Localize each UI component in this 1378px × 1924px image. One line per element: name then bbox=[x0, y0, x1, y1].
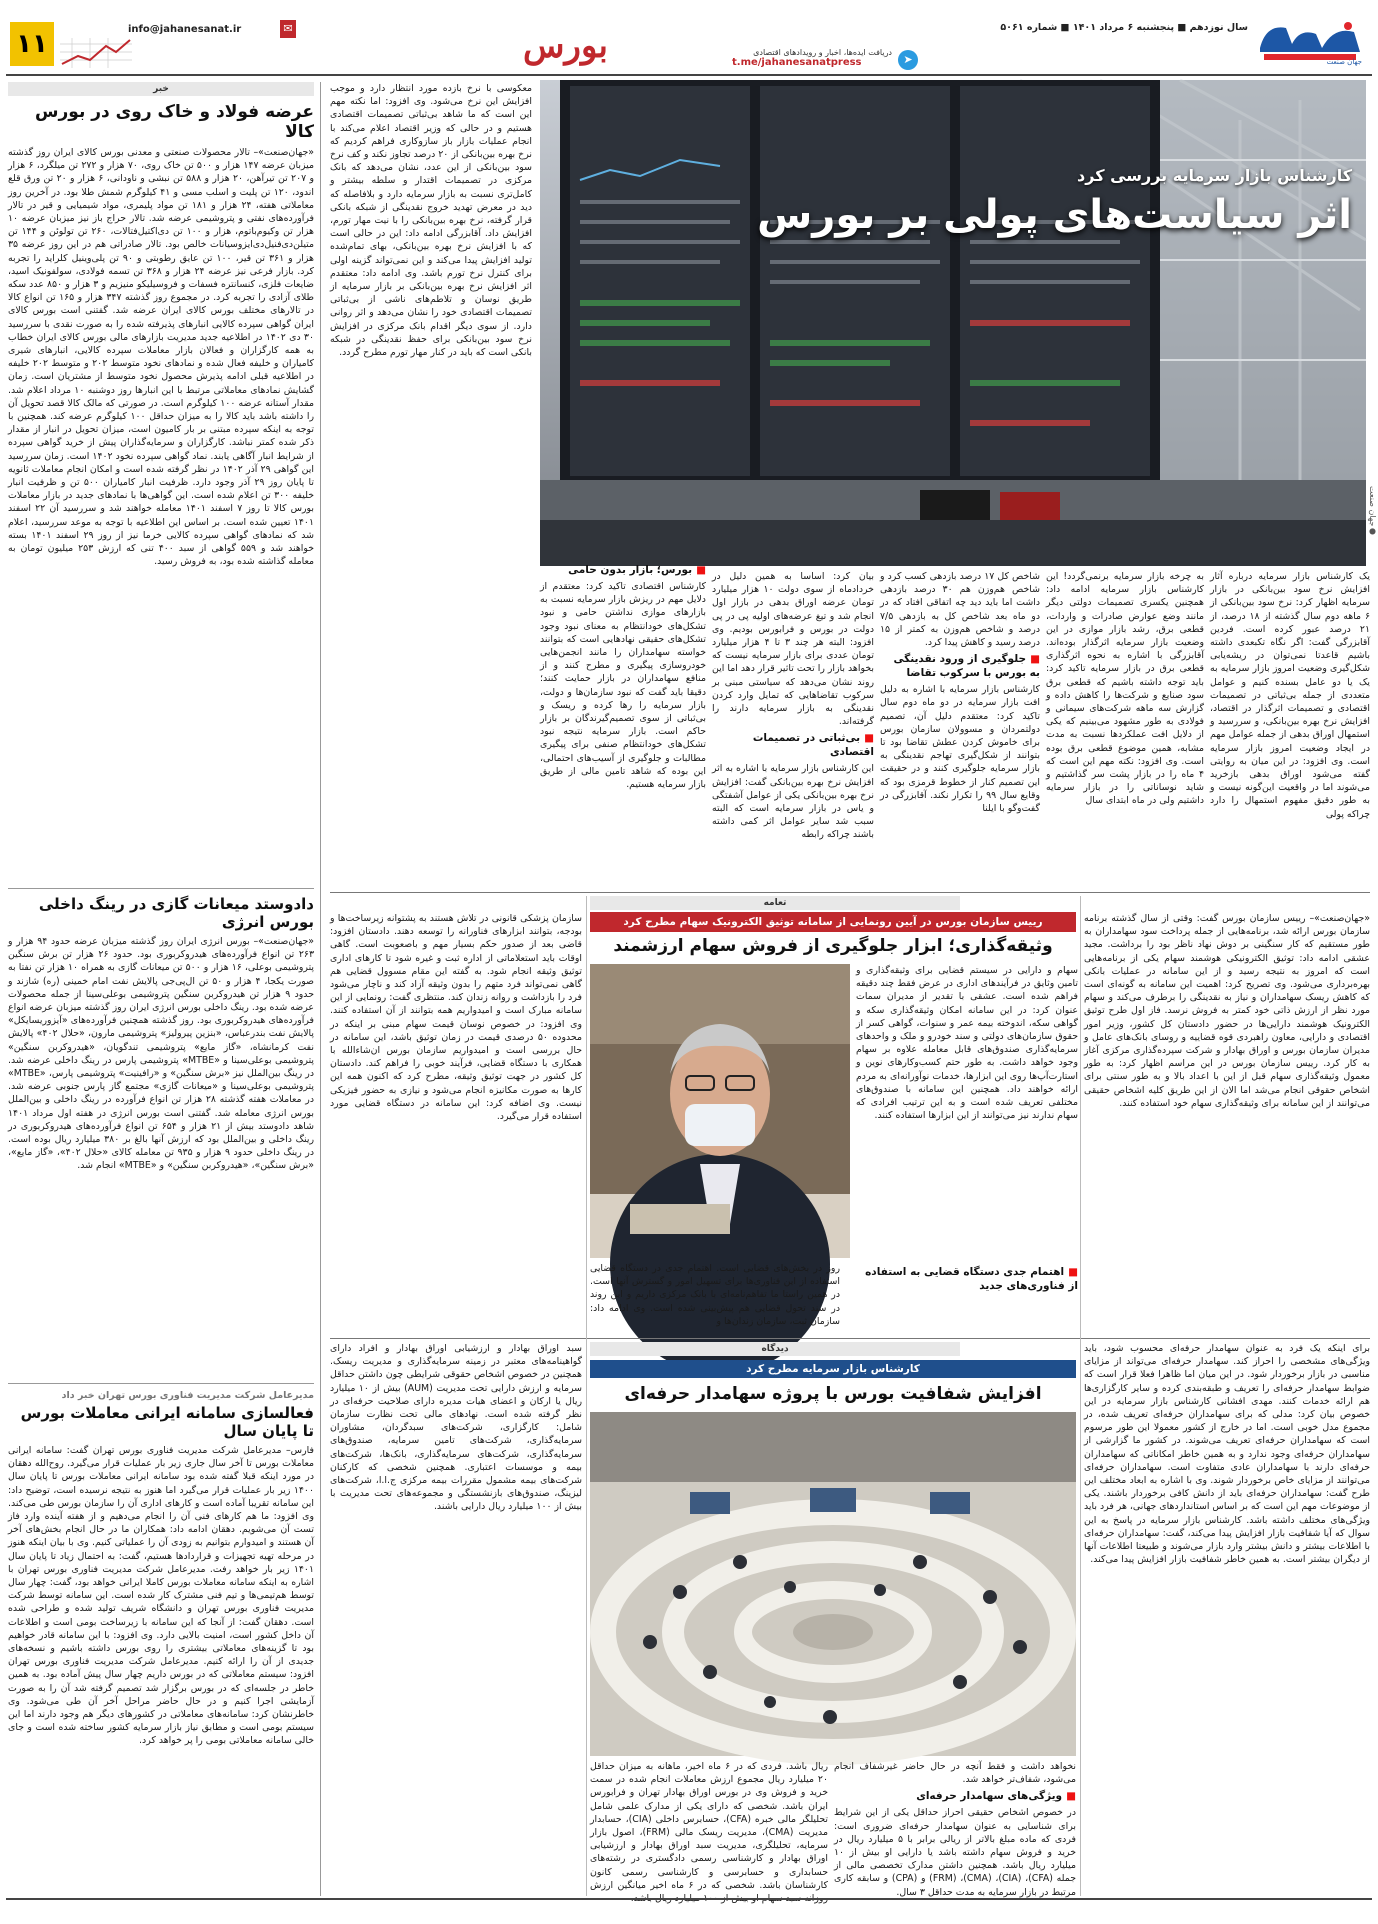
bullet-icon: ■ bbox=[696, 564, 706, 576]
issue-line: سال نوزدهم ■ پنجشنبه ۶ مرداد ۱۴۰۱ ■ شماره ۵۰۶۱ bbox=[1000, 22, 1248, 33]
lead-kicker: کارشناس بازار سرمایه بررسی کرد bbox=[1077, 166, 1352, 185]
lead-col3: شاخص کل ۱۷ درصد بازدهی کسب کرد و شاخص هم‌وزن هم ۳۰ درصد بازدهی داشت اما باید دید چه اتفاقی افتاد که در دو ماه بعد شاخص کل به بازدهی ۷/۵ درصد و شاخص هم‌وزن به کمتر از ۱۵ درصد رسید و کاهش پیدا کرد. bbox=[880, 571, 1041, 649]
news3-tag: مدیرعامل شرکت مدیریت فناوری بورس تهران خبر داد bbox=[61, 1390, 314, 1401]
portrait-illustration bbox=[590, 964, 850, 1258]
story3-col3: ریال باشد. فردی که در ۶ ماه اخیر، ماهانه به میزان حداقل ۲۰ میلیارد ریال مجموع ارزش معاملات انجام شده در سمت خرید و فروش وی در بورس اوراق بهادار تهران و فرابورس ایران باشد. شخصی که دارای یکی از مدارک علمی شامل تحلیلگر مالی خبره (CFA)، حسابرس داخلی (CIA)، حسابدار مدیریت (CMA)، مدیریت ریسک مالی (FRM)، اصول بازار سرمایه، تحلیلگری، مدیریت سبد اوراق بهادار و ارزشیابی اوراق بهادار و کارشناسی رسمی دادگستری در رشته‌های حسابداری و حسابرسی و کارشناسی رسمی کانون کارشناسان باشد. شخصی که در ۶ ماه اخیر میانگین ارزش bbox=[590, 1761, 829, 1891]
lead-col5-bottom bbox=[330, 560, 532, 888]
bullet-icon: ■ bbox=[864, 732, 874, 745]
story3-title: افزایش شفافیت بورس با پروژه سهامدار حرفه‌ای bbox=[624, 1384, 1042, 1404]
divider bbox=[8, 1383, 314, 1384]
header-rule bbox=[6, 74, 1372, 76]
story2-tag: تعامه bbox=[590, 896, 960, 910]
story3-sub1 bbox=[834, 1789, 1076, 1803]
lead-col5b: کارشناس اقتصادی تاکید کرد: معتقدم از دلایل مهم در ریزش بازار سرمایه نسبت به بازارهای موازی نداشتن حامی و نبود تشکل‌های خودانتظام به معنای نبود وجود تشکل‌های حقیقی نهادهایی است که بتوانند خواسته سهامداران را مانند انجمن‌هایی خودروسازی پیگیری و مطرح کنند و از منافع سهامداران در بازار حمایت کنند؛ دقیقا باید گفت که نبود سازمان‌ها و دولت، بازار سرمایه را رها کرده و ریسک و بی‌ثباتی از سوی تصمیم‌گیرندگان بر بازار حاکم است. بازار سرمایه نتیجه نبود تشکل‌های خودانتظام صنفی برای پیگیری مطالبات و جلوگیری از آسیب‌های احتمالی، این بوده که شاهد تامین مالی از طریق بازار سرمایه هستیم. bbox=[540, 581, 706, 791]
lead-col2: به چرخه بازار سرمایه برنمی‌گردد! این کارشناس بازار سرمایه ادامه داد: همچنین یکسری تصمیمات دولتی دیگر مانند وضع عوارض صادرات و واردات، قطعی برق، رشد بازار موازی در این وضعیت بازار سرمایه اثرگذار بوده‌اند. آقابزرگی با اشاره به نحوه اثرگذاری قطعی برق در بازار سرمایه تاکید کرد: باید توجه داشته باشیم که قطعی برق سود صنایع و شرکت‌ها را کاهش داده و گزارش سه ماهه شرکت‌های سیمانی و فولادی به طور مشهود می‌بینیم که یکی از دلایل افت عملکردها نسبت به مدت مشابه، همین موضوع قطعی برق بوده است. وی افزود: نکته مهم این است که ۴ ماه را در بازار پشت سر گذاشتیم و شاید نوساناتی را در بازار سرمایه داشتیم ولی در ماه ابتدای سال bbox=[1046, 571, 1204, 807]
divider bbox=[330, 1338, 1370, 1339]
bullet-icon: ■ bbox=[1066, 1790, 1076, 1803]
bullet-icon: ■ bbox=[1068, 1266, 1078, 1278]
story3-photo bbox=[590, 1412, 1076, 1756]
news3-title: فعالسازی سامانه ایرانی معاملات بورس تا پایان سال bbox=[20, 1404, 314, 1440]
story2-photo bbox=[590, 964, 850, 1258]
email[interactable]: info@jahanesanat.ir bbox=[128, 24, 242, 35]
column-rule bbox=[1080, 896, 1081, 1896]
bullet-icon: ■ bbox=[1030, 653, 1040, 666]
news1-title: عرضه فولاد و خاک روی در بورس کالا bbox=[35, 102, 314, 142]
stock-board-illustration bbox=[540, 80, 1366, 566]
news3-body: فارس– مدیرعامل شرکت مدیریت فناوری بورس تهران گفت: سامانه ایرانی معاملات بورس تا آخر سال جاری زیر بار عملیات قرار می‌گیرد. روح‌الله دهقان در مورد اینکه قبلا گفته شده بود سامانه ایرانی معاملات بورس تا پایان سال ۱۴۰۰ زیر بار عملیات قرار می‌گیرد اما هنوز به نتیجه نرسیده است، توضیح داد: این سامانه تقریبا آماده است و کارهای اداری آن را سازمان بورس طی می‌کند. وی افزود: ما هم کارهای فنی آن را انجام می‌دهیم و از هفته آینده وارد فاز تست آن می‌شویم. دهقان ادامه داد: همکاران ما در حال انجام بخش‌های آخر آن هستند و امیدوارم بتوانیم به زودی آن را عملیاتی کنیم. وی با بیان اینکه هنوز در مرحله تهیه تجهیزات و قراردادها هستیم، گفت: به احتمال زیاد تا پایان سال ۱۴۰۱ زیر بار خواهد رفت. مدیرعامل شرکت مدیریت فناوری بورس تهران با اشاره به اینکه سامانه معاملات بورس کاملا ایرانی خواهد بود، گفت: چهار سال توسط هم‌تیمی‌ها و تیم فنی مشترک کار شده است. این سامانه توسط شرکت مدیریت فناوری بورس تهران و دانشگاه شریف تولید شده و طراحی شده است. دهقان گفت: از آنجا که این سامانه با زیرساخت بومی است و اطلاعات آن داخل کشور است، امنیت بالایی دارد. وی افزود: با این سامانه قادر خواهیم بود تا گزینه‌های معاملاتی بیشتری را روی بورس داشته باشیم و نسخه‌های جدیدی از آن را ارائه کنیم. مدیرعامل شرکت مدیریت فناوری بورس تهران افزود: سیستم معاملاتی که در بورس داریم چهار سال پیش آماده بود. به همین خاطر در جلسه‌ای که در بورس برگزار شد تصمیم گرفته شد آن را به صورت آزمایشی اجرا کنیم و در حال حاضر مراحل آخر آن طی می‌شود. وی خاطرنشان کرد: سامانه‌های معاملاتی در کشورهای دیگر هم وجود دارند اما این سیستم بومی است و مطابق نیاز بازار سرمایه کشور ساخته شده است و جای خالی سامانه معاملاتی بومی را پر خواهد کرد. bbox=[8, 1445, 314, 1747]
footer-rule bbox=[6, 1898, 1372, 1900]
story2-sub1 bbox=[858, 1265, 1078, 1293]
chart-icon bbox=[60, 38, 132, 68]
section-title: بورس bbox=[523, 26, 608, 66]
masthead bbox=[0, 14, 1378, 72]
story3-kicker: کارشناس بازار سرمایه مطرح کرد bbox=[590, 1360, 1076, 1378]
lead-col4-wrap bbox=[712, 570, 874, 888]
lead-col2-wrap bbox=[1046, 570, 1204, 888]
page-number: ۱۱ bbox=[10, 22, 54, 66]
telegram-icon: ➤ bbox=[898, 50, 918, 70]
lead-photo bbox=[540, 80, 1366, 566]
lead-sub2 bbox=[712, 731, 874, 759]
lead-col4b: این کارشناس بازار سرمایه با اشاره به اثر افزایش نرخ بهره بین‌بانکی گفت: افزایش نرخ بهره بین‌بانکی یکی از عوامل آشفتگی و یاس در بازار سرمایه است که البته سبب شد سایر عوامل اثر کمی داشته باشند چراکه رابطه bbox=[712, 763, 874, 841]
photo-credit: ●جهان صنعت bbox=[1368, 486, 1377, 536]
story2-title: وثیقه‌گذاری؛ ابزار جلوگیری از فروش سهام ارزشمند bbox=[613, 936, 1053, 956]
story2-col2: سهام و دارایی در سیستم قضایی برای وثیقه‌گذاری و تامین وثایق در فرآیندهای اداری در عرض فقط چند دقیقه فراهم شده است. عشقی با تقدیر از مدیران سمات عنوان کرد: در این سامانه امکان وثیقه‌گذاری سکه و گواهی سکه، اندوخته بیمه عمر و سنوات، گواهی کسر از حقوق سازمان‌های دولتی و سند خودرو و ملک و واحدهای سرمایه‌گذاری صندوق‌های قابل معامله علاوه بر سهام وجود خواهد داشت. به طور حتم کسب‌وکارهای نوین و استارت‌آپ‌ها روی این ابزارها، خدمات نوآورانه‌ای به مردم ارائه خواهند داد. همچنین این سامانه با صندوق‌های مختلفی تعریف شده است و به این ترتیب افرادی که سهام ندارند نیز می‌توانند از این ابزارها استفاده کنند. bbox=[856, 965, 1078, 1122]
column-rule bbox=[586, 896, 587, 1896]
lead-sub3-text: بورس؛ بازار بدون حامی bbox=[568, 564, 693, 576]
story2-sub1-text: اهتمام جدی دستگاه قضایی به استفاده از فناوری‌های جدید bbox=[865, 1266, 1078, 1292]
lead-sub2-text: بی‌ثباتی در تصمیمات اقتصادی bbox=[752, 732, 874, 759]
story3-col4: سبد اوراق بهادار و ارزشیابی اوراق بهادار و افراد دارای گواهینامه‌های معتبر در زمینه سرمایه‌گذاری و مدیریت ریسک. همچنین در خصوص اشخاص حقوقی شرایطی چون داشتن حداقل سرمایه و ارزش دارایی تحت مدیریت (AUM) بیش از ۱۰ میلیارد ریال یا ارکان و اعضای هیات مدیره دارای صلاحیت حرفه‌ای در نظر گرفته شده است. نهادهای مالی تحت نظارت سازمان شامل: کارگزاری، شرکت‌های سبدگردان، مشاوران سرمایه‌گذاری، شرکت‌های تامین سرمایه، صندوق‌های سرمایه‌گذاری، شرکت‌های سرمایه‌گذاری، بانک‌ها، شرکت‌های بیمه و موسسات اعتباری. همچنین شخصی که کارکنان شرکت‌های بیمه مشمول مقررات بیمه مرکزی ج.ا.ا، شرکت‌های لیزینگ، صندوق‌های بازنشستگی و مجموعه‌های تحت مدیریت با بیش از ۱۰۰ میلیارد ریال دارایی باشند. bbox=[330, 1343, 582, 1513]
story3-tag: دیدگاه bbox=[590, 1342, 960, 1356]
column-rule bbox=[320, 82, 321, 1896]
divider bbox=[8, 888, 314, 889]
trading-hall-illustration bbox=[590, 1412, 1076, 1756]
news1-body: «جهان‌صنعت»– تالار محصولات صنعتی و معدنی بورس کالای ایران روز گذشته میزبان عرضه ۱۴۷ هزار و ۵۰۰ تن خاک روی، ۷۰ هزار و ۲۷۲ تن میلگرد، ۶ هزار و ۲۰۷ تن تیرآهن، ۲۰ هزار و ۵۸۸ تن نبشی و ناودانی، ۶ هزار و ۲۰ تن ورق قلع اندود، ۱۲۰ تن پلیت و اسلب مسی و ۴۱ کیلوگرم شمش طلا بود. در آخرین روز معاملاتی هفته، ۲۴ هزار و ۱۸۱ تن مواد پلیمری، مواد شیمیایی و قیر در تالار فرآورده‌های نفتی و پتروشیمی عرضه شد. تالار حراج باز نیز میزبان عرضه ۱۰ هزار تن وکیوم‌باتوم، هزار و ۱۰۰ تن دی‌اکتیل‌فتالات، ۲۶۰ تن تولوئن و ۱۴۴ تن متیلن‌دی‌فنیل‌دی‌ایزوسیانات خالص بود. تالار صادراتی هم در این روز عرضه ۳۵ هزار و ۳۶۱ تن قیر، ۱۰۰ تن عایق رطوبتی و ۹۰ تن پلی‌وینیل کلراید را تجربه کرد. بازار فرعی نیز عرضه ۲۴ هزار و ۳۶۸ تن تسمه فولادی، سولفونیک اسید، ضایعات فلزی، کنسانتره فسفات و فروسیلیکو منیزیم و ۳ هزار و ۸۵۰ عدد سکه طلای آزادی را تجربه کرد. در مجموع روز گذشته ۳۴۷ هزار و ۱۶۵ تن انواع کالا در تالارهای مختلف بورس کالای ایران عرضه شد. گفتنی است بورس کالای ایران گواهی سپرده کالایی انبارهای پذیرفته شده را به صورت نقدی با سررسید ۳۰ دی ۱۴۰۲ در اطلاعیه جدید مدیریت بازارهای مالی بورس کالای ایران خطاب به همه کارگزاران و فعالان بازار معاملات سپرده کالایی، انبارهای شیری کامیاران و خلیفه فعال شده و نمادهای نخود متوسط ۲۰۲ و متوسط ۲۰۲ خلیفه در اطلاعیه قبلی ادامه پذیرش محصول نخود متوسط از مشتریان است. زمان گشایش نمادهای معاملاتی مرتبط با این انبارها روز دوشنبه ۱۰ مرداد اعلام شد. مقدار آستانه عرضه ۱۰۰ کیلوگرم است. در صورتی که مالک کالا قصد تحویل آن را داشته باشد باید کالا را به میزان حداقل ۱۰۰ کیلوگرم عرضه کند. همچنین با توجه به اینکه سپرده مبتنی بر بار کامیون است، میزان تحویل در انبار از مقدار ذکر شده کمتر نباشد. کارگزاران و سرمایه‌گذاران پیش از خرید گواهی سپرده از شرایط انبار آگاهی یابند. نماد گواهی سپرده نخود ۱۴۰۲ است. زمان سررسید این گواهی ۲۹ آذر ۱۴۰۲ در نظر گرفته شده است و امکان انجام معاملات ثانویه تا پایان روز ۲۹ آذر وجود دارد. ظرفیت انبار کامیاران ۵۰۰ تن و ظرفیت انبار خلیفه ۳۰۰ تن اعلام شده است. این گواهی‌ها با نمادهای جدید در بازار معاملات بورس کالا تا روز ۷ اسفند ۱۴۰۱ معامله خواهند شد و سررسید آن ۲۲ اسفند ۱۴۰۱ تعیین شده است. بر اساس این اطلاعیه با توجه به موعد سررسید، اعلام شد که نمادهای گواهی سپرده کالایی خرما نیز از روز ۲۹ اسفند ۱۴۰۱ بسته خواهند شد و ۵۵۹ گواهی از سبد ۴۰۰ تنی که ارزش ۲۵۳ میلیون تومان به معامله گذاشته شده بود، به فروش رسید. bbox=[8, 147, 315, 568]
lead-col3b: کارشناس بازار سرمایه با اشاره به دلیل افت بازار سرمایه در دو ماه دوم سال تاکید کرد: معتقدم دلیل آن، تصمیم دولتمردان و مسوولان سازمان بورس برای خاموش کردن عطش تقاضا بود تا بتوانند از شکل‌گیری تهاجم نقدینگی به بازار سرمایه جلوگیری کنند و در حقیقت این تصمیم کنار از خطوط قرمزی بود که وقایع سال ۹۹ را تکرار نکند. آقابزرگی در گفت‌وگو با ایلنا bbox=[880, 684, 1041, 815]
lead-col5: معکوسی با نرخ بازده مورد انتظار دارد و موجب افزایش این نرخ می‌شود. وی افزود: اما نکته مهم این است که ما شاهد بی‌ثباتی تصمیمات اقتصادی هستیم و در حالی که وزیر اقتصاد اعلام می‌کند با انجام عملیات بازار باز سازوکاری فراهم کردیم که نرخ بهره بین‌بانکی از ۲۰ درصد تجاوز نکند و کف نرخ سود بین‌بانکی از این عدد، نشان می‌دهد که بانک مرکزی در تصمیمات اقتدار و سلطه بیشتر و کامل‌تری نسبت به بازار سرمایه دارد و بلافاصله که دید در معرض تهدید خروج نقدینگی از شبکه بانکی قرار گرفته، نرخ بهره بین‌بانکی را با نیت مهار تورم، افزایش داد. آقابزرگی ادامه داد: این در حالی است که با افزایش نرخ بهره بین‌بانکی، بهای تمام‌شده تولید افزایش پیدا می‌کند و این نمی‌تواند گزینه اولی برای کنترل نرخ تورم باشد. وی ادامه داد: معتقدم اثر افزایش نرخ بهره بین‌بانکی بر بازار سرمایه از طریق نوسان و تلاطم‌های ناشی از بی‌ثباتی تصمیمات اقتصادی خود را نشان می‌دهد و اثر روانی دارد. از سوی دیگر اقدام بانک مرکزی در افزایش نرخ سود بین‌بانکی برای حفظ نقدینگی در شبکه بانکی است که باید در کنار مهار تورم مطرح گردد. bbox=[330, 83, 532, 359]
story2-col1: «جهان‌صنعت»– رییس سازمان بورس گفت: وقتی از سال گذشته برنامه سازمان بورس ارائه شد، برنامه‌هایی از جمله پرداخت سود سهامداران به طور مستقیم که کار سنگینی بر دوش نهاد ناظر بود را برداشت. مجید عشقی ادامه داد: توثیق الکترونیکی هوشمند سهام یکی از برنامه‌هایی است که امروز به نتیجه رسید و از این سامانه در عملیات بانکی بهره‌برداری می‌شود. وی تصریح کرد: اهمیت این سامانه به گونه‌ای است که کاهش ریسک سهامداران و نیاز به نقدینگی را برطرف می‌کند و سهام مورد نظر از ارزش ذاتی خود کمتر به فروش نرسد. فاز اول طرح توثیق الکترونیک هوشمند دارایی‌ها در حضور دادستان کل کشور، وزیر امور اقتصادی و دارایی، معاون راهبردی قوه قضاییه و روسای بانک‌های عامل و مدیران سازمان بورس و اوراق بهادار و شرکت سپرده‌گذاری مرکزی آغاز به کار کرد. رییس سازمان بورس در این مراسم اظهار کرد: به طور معمول وثیقه‌گذاری سهام قبل از این با اعداد بالا و به طور سنتی برای اشخاص حقوقی انجام می‌شد اما الان از این طریق کلیه اشخاص حقیقی می‌توانند از این سامانه برای وثیقه‌گذاری سهام خود استفاده کنند. bbox=[1084, 913, 1370, 1109]
news-tag: خبر bbox=[8, 82, 314, 96]
email-icon: ✉ bbox=[280, 20, 296, 38]
telegram-box[interactable] bbox=[718, 48, 918, 72]
divider bbox=[330, 892, 1370, 893]
story2-kicker: رییس سازمان بورس در آیین رونمایی از سامانه توثیق الکترونیک سهام مطرح کرد bbox=[590, 912, 1076, 932]
lead-title: اثر سیاست‌های پولی بر بورس bbox=[757, 192, 1352, 238]
telegram-caption: دریافت ایده‌ها، اخبار و رویدادهای اقتصادی bbox=[753, 48, 892, 57]
lead-col4: بیان کرد: اساسا به همین دلیل در خردادماه از سوی دولت ۱۰ هزار میلیارد تومان عرضه اوراق بدهی در بازار اول انجام شد و تیغ عرضه‌های اولیه پی در پی دولت در بورس و فرابورس بودیم. وی افزود: البته هر چند ۳ تا ۴ هزار میلیارد تومان عددی برای بازار سرمایه نیست که بخواهد بازار را تحت تاثیر قرار دهد اما این روند نشان می‌دهد که سیاستی مبنی بر سرکوب تقاضاهایی که تمایل وارد کردن نقدینگی به بازار سرمایه دارند را گرفته‌اند. bbox=[712, 571, 874, 728]
brand-logo bbox=[1256, 18, 1364, 64]
story3-sub1-text: ویژگی‌های سهامدار حرفه‌ای bbox=[916, 1790, 1063, 1803]
news2-body: «جهان‌صنعت»– بورس انرژی ایران روز گذشته میزبان عرضه حدود ۹۴ هزار و ۲۶۳ تن انواع فرآورده‌های هیدروکربوری بود. حدود ۲۶ هزار تن برش سنگین پتروشیمی بوعلی، ۱۶ هزار و ۵۰۰ تن میعانات گازی به همراه ۱۰ هزار تن نفتا به صورت یکجا، ۴ هزار و ۵۰ تن ال‌پی‌جی پالایش نفت امام خمینی (ره) شازند و حدود ۹ هزار تن هیدروکربن سنگین پتروشیمی بوعلی‌سینا از جمله محصولات عرضه شده بود. رینگ داخلی بورس انرژی ایران روز گذشته میزبان عرضه انواع فرآورده‌های هیدروکربوری بود. روز گذشته همچنین فرآورده‌های «آیزوریسایکل» پالایش نفت بندرعباس، «بنزین پیرولیز» پتروشیمی مارون، «حلال ۴۰۲» پالایش نفت کرمانشاه، «گاز مایع» پتروشیمی تندگویان، «هیدروکربن سنگین» پتروشیمی بوعلی‌سینا و «MTBE» پتروشیمی پارس در رینگ داخلی عرضه شد. در رینگ بین‌الملل نیز «برش سنگین» و «رافینیت» پتروشیمی پارس، «MTBE» پتروشیمی بوعلی‌سینا و «میعانات گازی» مجتمع گاز پارس جنوبی عرضه شد. در معاملات هفته گذشته ۲۸ هزار تن انواع فرآورده در رینگ داخلی و بین‌الملل بورس انرژی معامله شد. گفتنی است بورس انرژی در هفته اول مرداد ۱۴۰۱ شاهد دادوستد بیش از ۲۱ هزار و ۶۵۴ تن انواع فرآورده‌های هیدروکربوری در رینگ داخلی و بین‌الملل بود که ارزش آنها بالغ بر ۳۸۰ میلیارد ریال بوده است. در رینگ داخلی حدود ۹ هزار و ۹۳۵ تن معامله کالای «حلال ۴۰۲»، «گاز مایع»، «برش سنگین»، «هیدروکربن سنگین» و «MTBE» انجام شد. bbox=[8, 936, 315, 1172]
story3-col2: نخواهد داشت و فقط آنچه در حال حاضر غیرشفاف انجام می‌شود، شفاف‌تر خواهد شد. bbox=[834, 1761, 1076, 1786]
lead-sub1 bbox=[880, 652, 1040, 680]
lead-col3-wrap bbox=[880, 570, 1040, 888]
brand-text: جهان صنعت bbox=[1326, 58, 1362, 66]
lead-col5b-wrap bbox=[540, 560, 706, 888]
story3-col2-wrap bbox=[834, 1760, 1076, 1896]
story2-col2b-wrap bbox=[590, 1262, 1078, 1332]
story3-col1: برای اینکه یک فرد به عنوان سهامدار حرفه‌ای محسوب شود، باید ویژگی‌های مشخصی را احراز کند. سهامدار حرفه‌ای می‌تواند از مزایای مناسبی در بازار برخوردار شود. در این میان اما ظاهرا فعلا قرار است که ضوابط سهامدار حرفه‌ای را تعریف و طبقه‌بندی کرده و سایر کارگزاری‌ها هم ارائه خدمات کنند. مهدی افشانی کارشناس بازار سرمایه در این خصوص بیان کرد: مدلی که برای سهامداران حرفه‌ای تعریف شده، در مجموع مدل خوبی است. اما در خارج از کشور معمولا این طور مرسوم است که سهامداران حرفه‌ای تعریف می‌شوند. در کشور ما گزارشی از سهامداران حرفه‌ای وجود ندارد و به همین خاطر امکاناتی که سهامداران حرفه‌ای دارند با سهامداران عادی متفاوت است. سهامداران حرفه‌ای می‌توانند از مزایای خاص برخوردار شوند. وی با اشاره به ابعاد مختلف این طرح گفت: سهامداران حرفه‌ای باید از دانش کافی برخوردار باشند. یکی از موضوعات مهم این است که بر اساس استانداردهای جهانی، هر فرد باید ویژگی‌های مختلف داشته باشد. کارشناس بازار سرمایه در پاسخ به این سوال که آیا شفافیت بازار افزایش پیدا می‌کند، گفت: سهامداران حرفه‌ای با اطلاعات بیشتر و دانش بیشتر وارد بازار می‌شوند و طبیعتا اطلاعات آنها از دیگران بیشتر است. به همین خاطر شفافیت بازار افزایش پیدا می‌کند. bbox=[1084, 1343, 1370, 1566]
news-column bbox=[8, 82, 314, 1896]
lead-col1: یک کارشناس بازار سرمایه درباره آثار افزایش نرخ سود بین‌بانکی در بازار سرمایه اظهار کرد: نرخ سود بین‌بانکی از ۶ ماهه دوم سال گذشته از ۱۸ درصد، از ۲۱ درصد عبور کرده است. فردین آقابزرگی گفت: اگر نگاه تکبعدی داشته باشیم قاعدتا نمی‌توان در ریشه‌یابی شکل‌گیری وضعیت امروز بازار سرمایه به یک یا دو عامل بسنده کنیم و عوامل متعددی از جمله بی‌ثباتی در تصمیمات اقتصادی و تصمیمات اثرگذار در اقتصاد، افزایش نرخ بهره بین‌بانکی، و سررسید و استمهال اوراق بدهی از جمله عوامل مهم در ایجاد وضعیت امروز بازار سرمایه است. وی افزود: در این میان به روایتی گفته می‌شود اوراق بدهی بازخرید می‌شوند اما در واقعیت این‌گونه نیست و به طور دقیق مفهوم استمهال را دارد چراکه پولی bbox=[1210, 571, 1370, 820]
telegram-link[interactable]: t.me/jahanesanatpress bbox=[732, 57, 862, 68]
lead-sub1-text: جلوگیری از ورود نقدینگی به بورس با سرکوب تقاضا bbox=[893, 653, 1040, 680]
news2-title: دادوستد میعانات گازی در رینگ داخلی بورس انرژی bbox=[38, 895, 314, 931]
lead-sub3 bbox=[540, 563, 706, 577]
story2-col2b: روز در بخش‌های قضایی است. اهتمام جدی در دستگاه قضایی استفاده از این فناوری‌ها برای تسهیل امور و گسترش آنها است. در همین راستا ما تفاهم‌نامه‌ای با بانک مرکزی داریم و این روند در سند تحول قضایی هم پیش‌بینی شده است. وی ادامه داد: سازمان ثبت، سازمان زندان‌ها و bbox=[590, 1263, 840, 1327]
story2-col3: سازمان پزشکی قانونی در تلاش هستند به پشتوانه زیرساخت‌ها و بودجه، بتوانند ابزارهای فناورانه را توسعه دهند. دادستان افزود: قاضی بعد از صدور حکم بسیار مهم و باصعوبت است. گاهی اوقات باید استعلاماتی از اداره ثبت و غیره شود تا کارهای اداری توثیق وثیقه انجام شود. به گفته این مقام مسوول قضایی هم گاهی نمی‌تواند فرد متهم را بدون وثیقه آزاد کند و ناچار می‌شود فرد را بازداشت و روانه زندان کند. منتظری گفت: رونمایی از این سامانه مبارک است و امیدواریم همه بتوانند از آن استفاده کنند. وی افزود: در خصوص نوسان قیمت سهام مبنی بر اینکه در محدوده ۵۰ درصدی قیمت در زمان توثیق باشد، این سامانه در حال بررسی است و امیدواریم سازمان بورس ان‌شاءالله با همکاری با دستگاه قضایی، فرآیند خوبی را فراهم کند. دادستان کل کشور در جهت توثیق وثیقه، مطرح کرد که اکنون همه این کارها به صورت مکانیزه انجام می‌شود و نیازی به حضور فیزیکی نیست. وی اضافه کرد: این سامانه در دستگاه قضایی مورد استفاده قرار می‌گیرد. bbox=[330, 913, 582, 1123]
story3-col2b: در خصوص اشخاص حقیقی احراز حداقل یکی از این شرایط برای شناسایی به عنوان سهامدار حرفه‌ای ضروری است: فردی که ماده مبلغ بالاتر از ریالی برابر با ۵ میلیارد ریال در خرید و فروش سهام داشته باشد یا دارایی او بیش از ۱۰ میلیارد ریال باشد. همچنین داشتن مدارک تخصصی مالی از جمله (CFA)، (CIA)، (CMA)، (FRM) و (CPA) و سابقه کاری مرتبط در بازار سرمایه به مدت حداقل ۳ سال. bbox=[834, 1807, 1076, 1898]
